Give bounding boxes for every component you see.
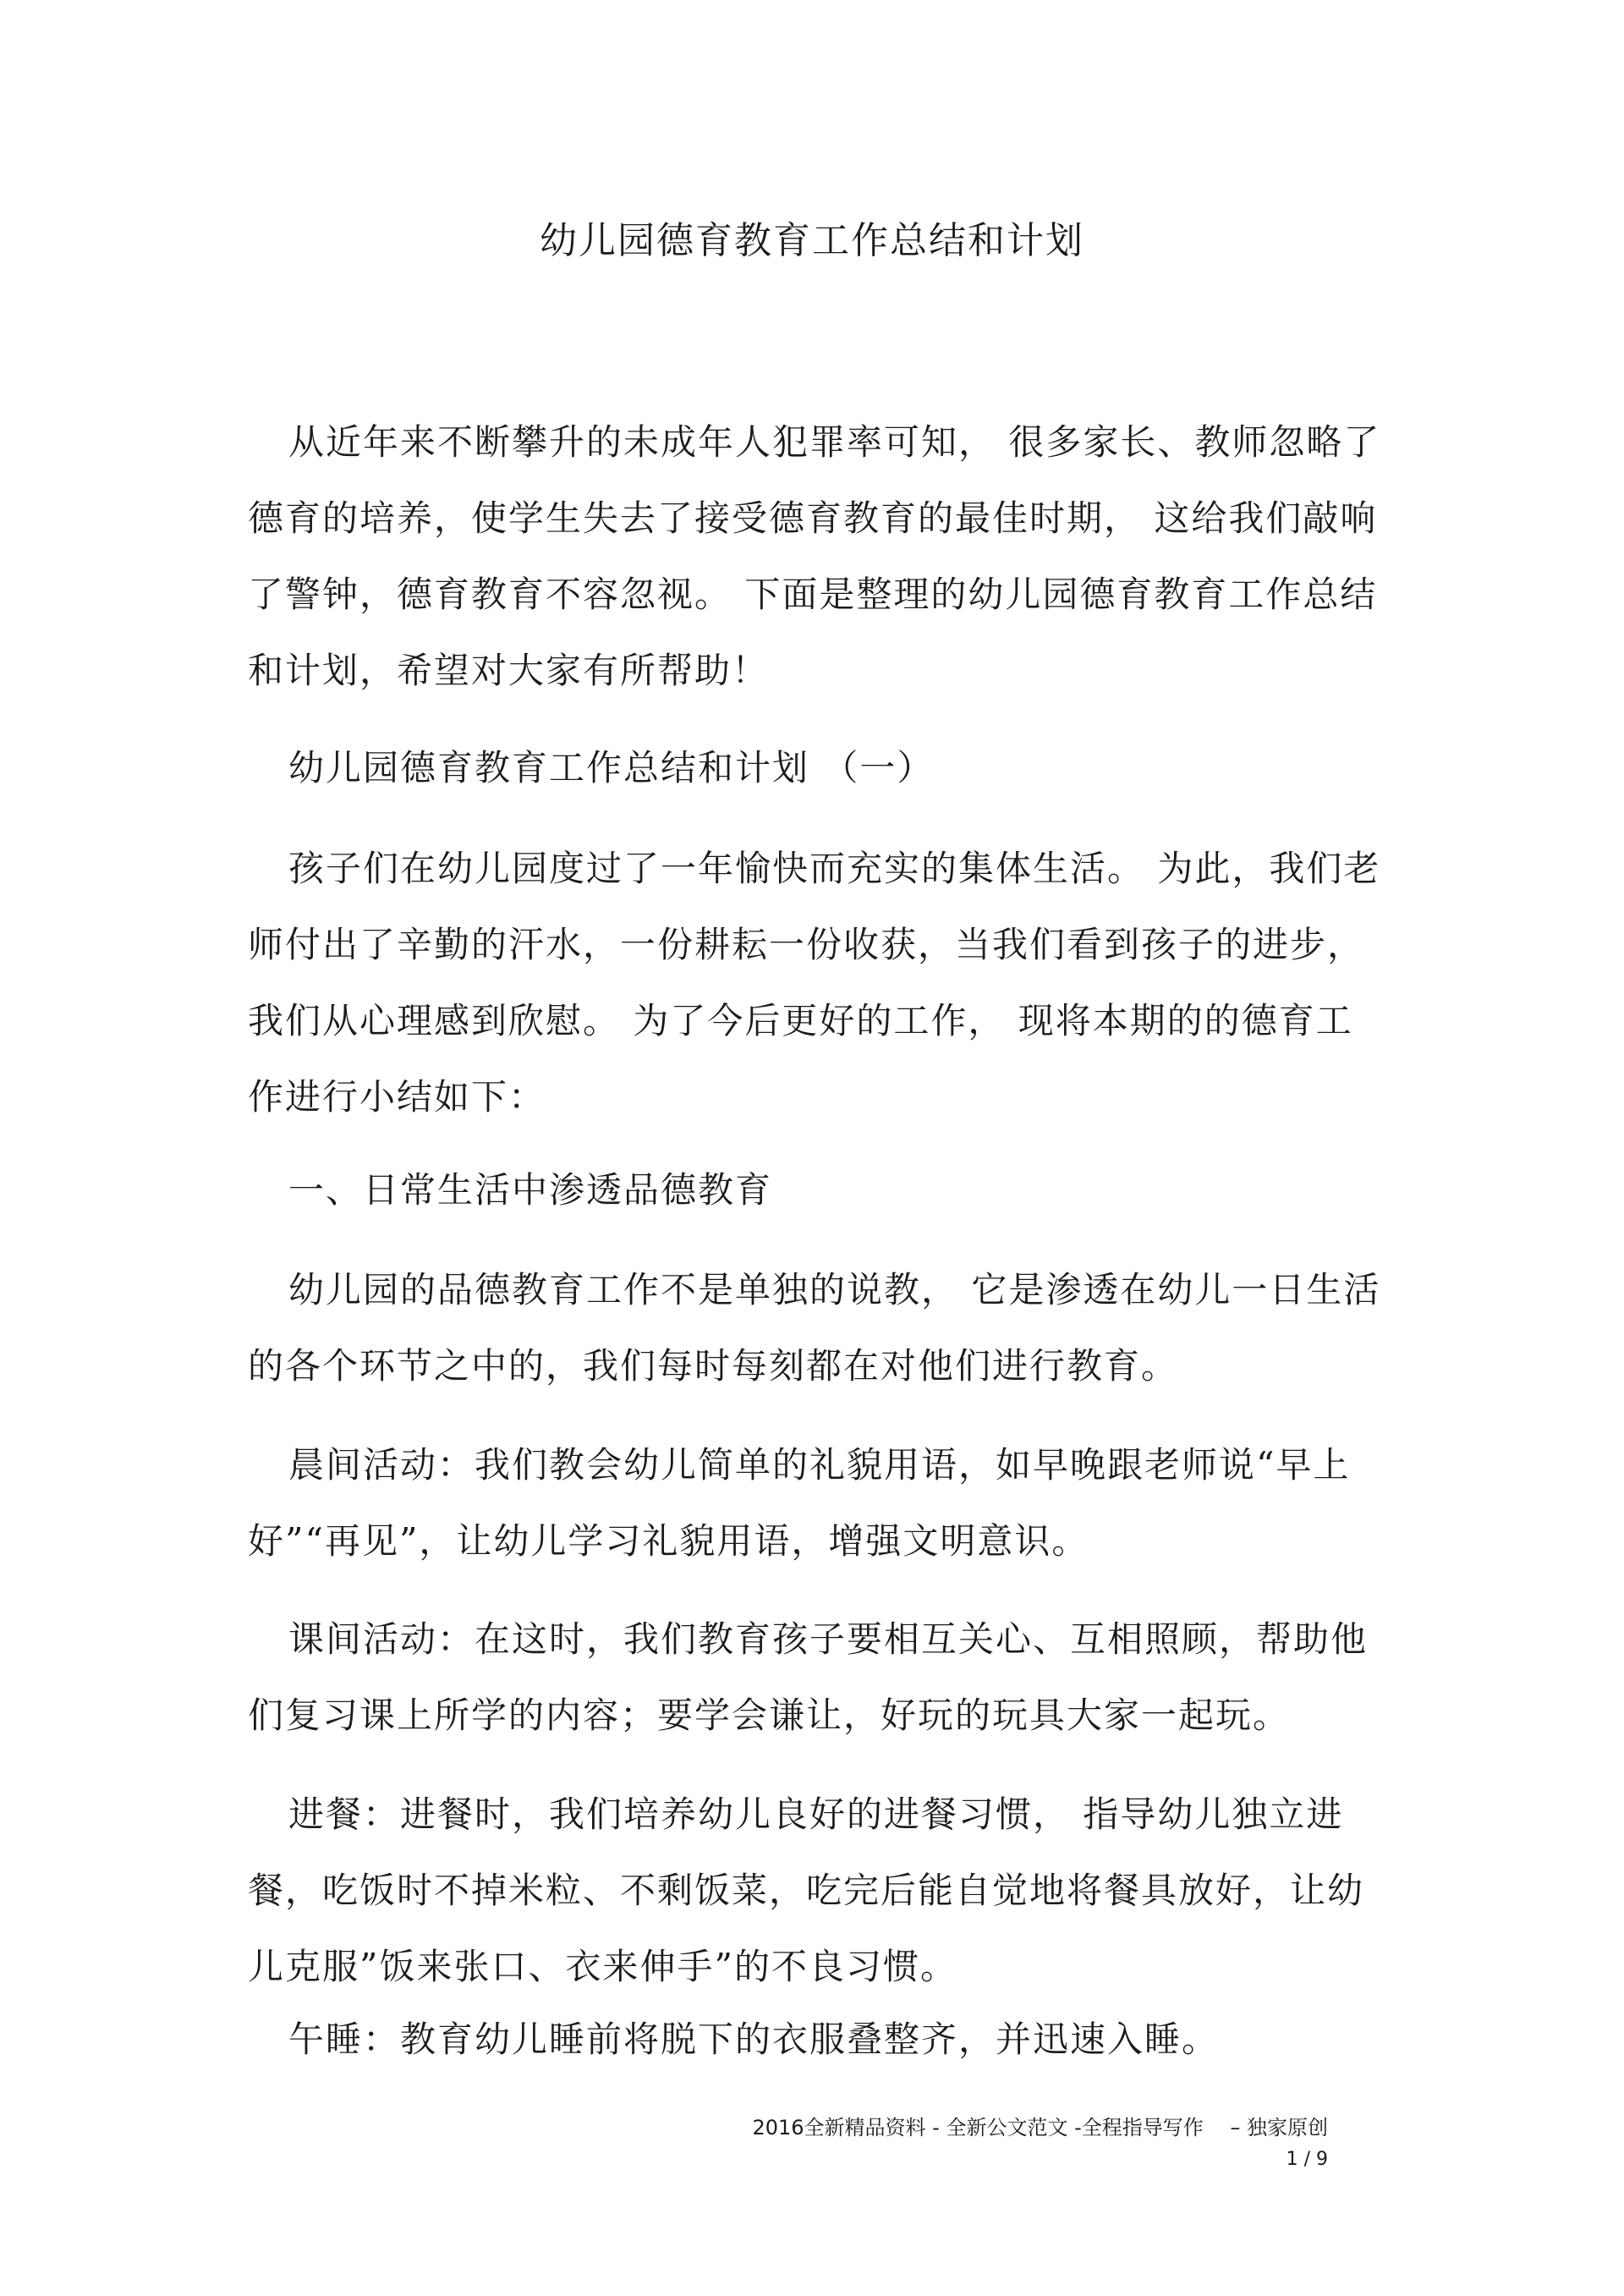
page-number: 1 / 9 (1286, 2149, 1328, 2170)
section-heading-daily-life: 一、日常生活中渗透品德教育 (288, 1169, 773, 1211)
paragraph-summary: 孩子们在幼儿园度过了一年愉快而充实的集体生活。 为此，我们老师付出了辛勤的汗水，一份耕耘一份收获，当我们看到孩子的进步，我们从心理感到欣慰。 为了今后更好的工作， 现将本期的的德育工作进行小结如下： (248, 848, 1381, 1118)
paragraph-morning-activity: 晨间活动：我们教会幼儿简单的礼貌用语，如早晚跟老师说“早上好”“再见”，让幼儿学习礼貌用语，增强文明意识。 (248, 1444, 1351, 1562)
paragraph-break-activity: 课间活动：在这时，我们教育孩子要相互关心、互相照顾，帮助他们复习课上所学的内容；要学会谦让，好玩的玩具大家一起玩。 (248, 1618, 1369, 1736)
paragraph-meal: 进餐：进餐时，我们培养幼儿良好的进餐习惯， 指导幼儿独立进餐，吃饭时不掉米粒、不剩饭菜，吃完后能自觉地将餐具放好，让幼儿克服”饭来张口、衣来伸手”的不良习惯。 (248, 1793, 1365, 1987)
document-title: 幼儿园德育教育工作总结和计划 (540, 219, 1084, 262)
paragraph-moral-education: 幼儿园的品德教育工作不是单独的说教， 它是渗透在幼儿一日生活的各个环节之中的，我们每时每刻都在对他们进行教育。 (248, 1269, 1381, 1387)
section-heading-1: 幼儿园德育教育工作总结和计划 （一） (288, 747, 935, 788)
paragraph-nap: 午睡：教育幼儿睡前将脱下的衣服叠整齐，并迅速入睡。 (288, 2019, 1220, 2060)
footer-note: 2016全新精品资料 - 全新公文范文 -全程指导写作 – 独家原创 (752, 2116, 1328, 2139)
paragraph-intro: 从近年来不断攀升的未成年人犯罪率可知， 很多家长、教师忽略了德育的培养，使学生失去了接受德育教育的最佳时期， 这给我们敲响了警钟，德育教育不容忽视。 下面是整理的幼儿园德育教育工作总结和计划，希望对大家有所帮助！ (248, 421, 1381, 691)
